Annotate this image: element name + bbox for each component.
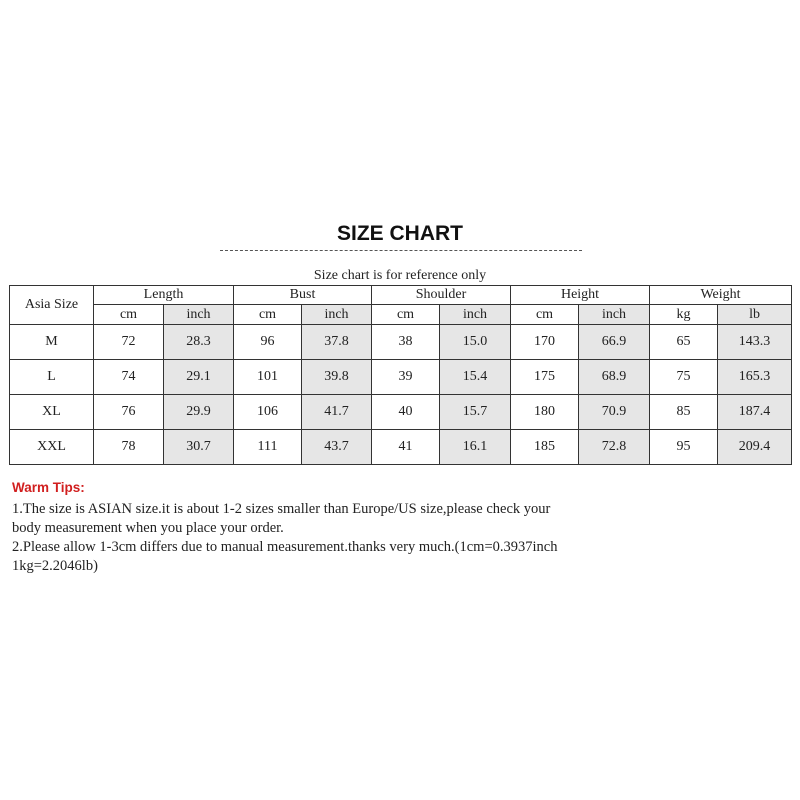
warm-tips xyxy=(12,478,792,576)
group-header-length: Length xyxy=(94,286,234,305)
size-label: L xyxy=(10,360,94,395)
size-column-header: Asia Size xyxy=(10,286,94,325)
table-cell: 66.9 xyxy=(579,325,650,360)
table-cell: 76 xyxy=(94,395,164,430)
table-cell: 37.8 xyxy=(302,325,372,360)
table-cell: 175 xyxy=(511,360,579,395)
table-cell: 70.9 xyxy=(579,395,650,430)
tip-line: 2.Please allow 1-3cm differs due to manual measurement.thanks very much.(1cm=0.3937inch xyxy=(12,539,558,555)
size-label: M xyxy=(10,325,94,360)
table-row xyxy=(10,360,792,395)
unit-header: cm xyxy=(511,305,579,325)
group-header-shoulder: Shoulder xyxy=(372,286,511,305)
table-row xyxy=(10,430,792,465)
group-header-bust: Bust xyxy=(234,286,372,305)
table-cell: 209.4 xyxy=(718,430,792,465)
table-cell: 16.1 xyxy=(440,430,511,465)
table-cell: 43.7 xyxy=(302,430,372,465)
page-title: SIZE CHART xyxy=(337,222,463,245)
table-cell: 65 xyxy=(650,325,718,360)
group-header-weight: Weight xyxy=(650,286,792,305)
table-cell: 180 xyxy=(511,395,579,430)
table-cell: 30.7 xyxy=(164,430,234,465)
size-table xyxy=(9,285,792,465)
size-label: XL xyxy=(10,395,94,430)
size-label: XXL xyxy=(10,430,94,465)
table-row xyxy=(10,395,792,430)
table-cell: 40 xyxy=(372,395,440,430)
table-cell: 95 xyxy=(650,430,718,465)
unit-header: inch xyxy=(440,305,511,325)
unit-header: cm xyxy=(372,305,440,325)
table-cell: 165.3 xyxy=(718,360,792,395)
group-header-height: Height xyxy=(511,286,650,305)
table-subtitle: Size chart is for reference only xyxy=(313,268,487,283)
table-cell: 75 xyxy=(650,360,718,395)
table-cell: 41.7 xyxy=(302,395,372,430)
table-cell: 38 xyxy=(372,325,440,360)
table-cell: 15.7 xyxy=(440,395,511,430)
table-cell: 29.9 xyxy=(164,395,234,430)
unit-header: cm xyxy=(94,305,164,325)
table-cell: 111 xyxy=(234,430,302,465)
table-cell: 96 xyxy=(234,325,302,360)
unit-header: kg xyxy=(650,305,718,325)
table-cell: 101 xyxy=(234,360,302,395)
table-cell: 185 xyxy=(511,430,579,465)
unit-header-row xyxy=(10,305,792,325)
table-cell: 106 xyxy=(234,395,302,430)
table-cell: 28.3 xyxy=(164,325,234,360)
unit-header: cm xyxy=(234,305,302,325)
unit-header: inch xyxy=(164,305,234,325)
tip-line: body measurement when you place your order. xyxy=(12,520,284,536)
table-cell: 68.9 xyxy=(579,360,650,395)
tip-line: 1kg=2.2046lb) xyxy=(12,558,98,574)
table-cell: 187.4 xyxy=(718,395,792,430)
table-cell: 39.8 xyxy=(302,360,372,395)
table-cell: 74 xyxy=(94,360,164,395)
tip-line: 1.The size is ASIAN size.it is about 1-2 sizes smaller than Europe/US size,please check your xyxy=(12,501,551,517)
table-cell: 41 xyxy=(372,430,440,465)
table-cell: 85 xyxy=(650,395,718,430)
unit-header: inch xyxy=(579,305,650,325)
table-cell: 29.1 xyxy=(164,360,234,395)
group-header-row xyxy=(10,286,792,305)
table-cell: 15.4 xyxy=(440,360,511,395)
table-cell: 170 xyxy=(511,325,579,360)
table-cell: 143.3 xyxy=(718,325,792,360)
table-cell: 78 xyxy=(94,430,164,465)
table-cell: 72.8 xyxy=(579,430,650,465)
title-divider xyxy=(220,250,582,261)
table-cell: 15.0 xyxy=(440,325,511,360)
table-row xyxy=(10,325,792,360)
unit-header: lb xyxy=(718,305,792,325)
unit-header: inch xyxy=(302,305,372,325)
warm-tips-title: Warm Tips: xyxy=(12,480,85,495)
table-cell: 39 xyxy=(372,360,440,395)
table-cell: 72 xyxy=(94,325,164,360)
